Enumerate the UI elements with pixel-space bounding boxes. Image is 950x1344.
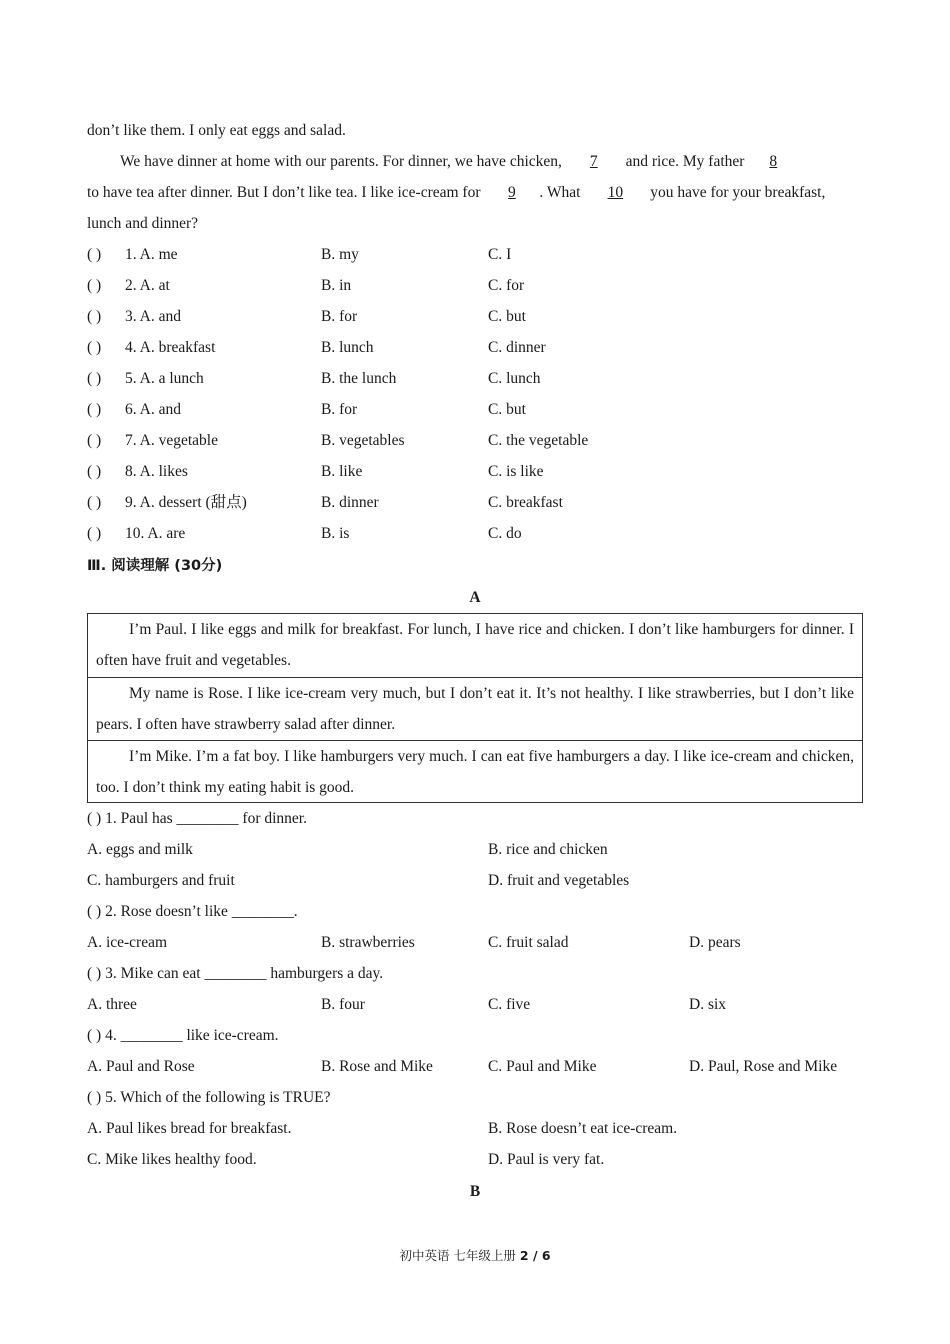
answer-paren[interactable]: ( ) xyxy=(87,494,102,511)
passage-text: We have dinner at home with our parents. For dinner, we have chicken, xyxy=(120,153,566,170)
option-b: B. for xyxy=(321,308,358,325)
option-c: C. breakfast xyxy=(488,494,563,511)
option-c: C. lunch xyxy=(488,370,541,387)
cloze-row xyxy=(87,524,867,544)
blank-10: 10 xyxy=(607,184,624,201)
option-a: 10. A. are xyxy=(125,525,186,542)
passage-text: and rice. My father xyxy=(621,153,749,170)
reading-text: I’m Mike. I’m a fat boy. I like hamburgers very much. I can eat five hamburgers a day. I like ice-cream and chicken, too. I don’t think my eating habit is good. xyxy=(96,748,854,796)
part-b-title: B xyxy=(469,1183,481,1200)
option-b: B. lunch xyxy=(321,339,374,356)
cloze-row xyxy=(87,338,867,358)
cloze-row xyxy=(87,462,867,482)
answer-paren[interactable]: ( ) xyxy=(87,308,102,325)
option-c: C. Paul and Mike xyxy=(488,1058,597,1075)
answer-paren[interactable]: ( ) xyxy=(87,401,102,418)
option-b: B. Rose and Mike xyxy=(321,1058,433,1075)
option-c: C. dinner xyxy=(488,339,546,356)
passage-line-3 xyxy=(87,183,825,203)
option-b: B. in xyxy=(321,277,352,294)
answer-paren[interactable]: ( ) xyxy=(87,525,102,542)
option-a: A. ice-cream xyxy=(87,934,168,951)
reading-text: My name is Rose. I like ice-cream very much, but I don’t eat it. It’s not healthy. I like strawberries, but I don’t like pears. I often have strawberry salad after dinner. xyxy=(96,685,854,733)
section-heading: Ⅲ. 阅读理解 (30分) xyxy=(87,558,223,574)
option-d: D. six xyxy=(689,996,727,1013)
option-b: B. like xyxy=(321,463,363,480)
option-a: 5. A. a lunch xyxy=(125,370,204,387)
cloze-row xyxy=(87,431,867,451)
option-d: D. fruit and vegetables xyxy=(488,872,630,889)
passage-text: to have tea after dinner. But I don’t like tea. I like ice-cream for xyxy=(87,184,485,201)
reading-cell-paul xyxy=(88,614,862,677)
question-stem: ( ) 4. ________ like ice-cream. xyxy=(87,1027,279,1044)
option-b: B. for xyxy=(321,401,358,418)
option-a: 6. A. and xyxy=(125,401,181,418)
option-c: C. fruit salad xyxy=(488,934,569,951)
answer-paren[interactable]: ( ) xyxy=(87,246,102,263)
option-a: 2. A. at xyxy=(125,277,170,294)
reading-cell-mike xyxy=(88,740,862,802)
answer-paren[interactable]: ( ) xyxy=(87,370,102,387)
option-a: 4. A. breakfast xyxy=(125,339,216,356)
option-c: C. do xyxy=(488,525,522,542)
option-a: 1. A. me xyxy=(125,246,178,263)
blank-8: 8 xyxy=(769,153,778,170)
blank-9: 9 xyxy=(508,184,516,201)
option-b: B. four xyxy=(321,996,365,1013)
option-b: B. strawberries xyxy=(321,934,415,951)
reading-box xyxy=(87,613,863,803)
option-c: C. is like xyxy=(488,463,544,480)
cloze-row xyxy=(87,307,867,327)
cloze-row xyxy=(87,369,867,389)
cloze-row xyxy=(87,493,867,513)
option-d: D. pears xyxy=(689,934,741,951)
option-a: A. eggs and milk xyxy=(87,841,193,858)
reading-text: I’m Paul. I like eggs and milk for breakfast. For lunch, I have rice and chicken. I don’t like hamburgers for dinner. I often have fruit and vegetables. xyxy=(96,621,854,669)
option-c: C. the vegetable xyxy=(488,432,589,449)
option-c: C. five xyxy=(488,996,531,1013)
option-a: 3. A. and xyxy=(125,308,181,325)
option-c: C. Mike likes healthy food. xyxy=(87,1151,257,1168)
passage-line-1: don’t like them. I only eat eggs and salad. xyxy=(87,122,346,139)
cloze-row xyxy=(87,245,867,265)
passage-line-4: lunch and dinner? xyxy=(87,215,199,232)
option-a: 8. A. likes xyxy=(125,463,188,480)
option-b: B. rice and chicken xyxy=(488,841,608,858)
answer-paren[interactable]: ( ) xyxy=(87,339,102,356)
passage-text: you have for your breakfast, xyxy=(646,184,826,201)
option-b: B. dinner xyxy=(321,494,379,511)
option-c: C. hamburgers and fruit xyxy=(87,872,235,889)
passage-line-2 xyxy=(120,152,798,172)
option-c: C. I xyxy=(488,246,512,263)
option-d: D. Paul is very fat. xyxy=(488,1151,605,1168)
option-a: 9. A. dessert (甜点) xyxy=(125,494,247,511)
question-stem: ( ) 2. Rose doesn’t like ________. xyxy=(87,903,298,920)
option-a: A. Paul and Rose xyxy=(87,1058,195,1075)
option-a: A. three xyxy=(87,996,137,1013)
passage-text: . What xyxy=(539,184,585,201)
option-c: C. but xyxy=(488,308,526,325)
footer-label: 初中英语 七年级上册 xyxy=(399,1248,520,1263)
question-stem: ( ) 3. Mike can eat ________ hamburgers a day. xyxy=(87,965,384,982)
option-d: D. Paul, Rose and Mike xyxy=(689,1058,838,1075)
answer-paren[interactable]: ( ) xyxy=(87,432,102,449)
page-number: 2 / 6 xyxy=(519,1248,551,1263)
option-b: B. vegetables xyxy=(321,432,405,449)
reading-cell-rose xyxy=(88,677,862,740)
option-b: B. the lunch xyxy=(321,370,397,387)
option-a: 7. A. vegetable xyxy=(125,432,218,449)
cloze-row xyxy=(87,276,867,296)
page-footer xyxy=(0,1246,950,1266)
question-stem: ( ) 1. Paul has ________ for dinner. xyxy=(87,810,307,827)
cloze-row xyxy=(87,400,867,420)
option-b: B. my xyxy=(321,246,359,263)
option-b: B. Rose doesn’t eat ice-cream. xyxy=(488,1120,678,1137)
answer-paren[interactable]: ( ) xyxy=(87,463,102,480)
answer-paren[interactable]: ( ) xyxy=(87,277,102,294)
part-a-title: A xyxy=(469,589,481,606)
option-b: B. is xyxy=(321,525,350,542)
question-stem: ( ) 5. Which of the following is TRUE? xyxy=(87,1089,331,1106)
blank-7: 7 xyxy=(589,153,598,170)
option-a: A. Paul likes bread for breakfast. xyxy=(87,1120,292,1137)
option-c: C. for xyxy=(488,277,525,294)
option-c: C. but xyxy=(488,401,526,418)
